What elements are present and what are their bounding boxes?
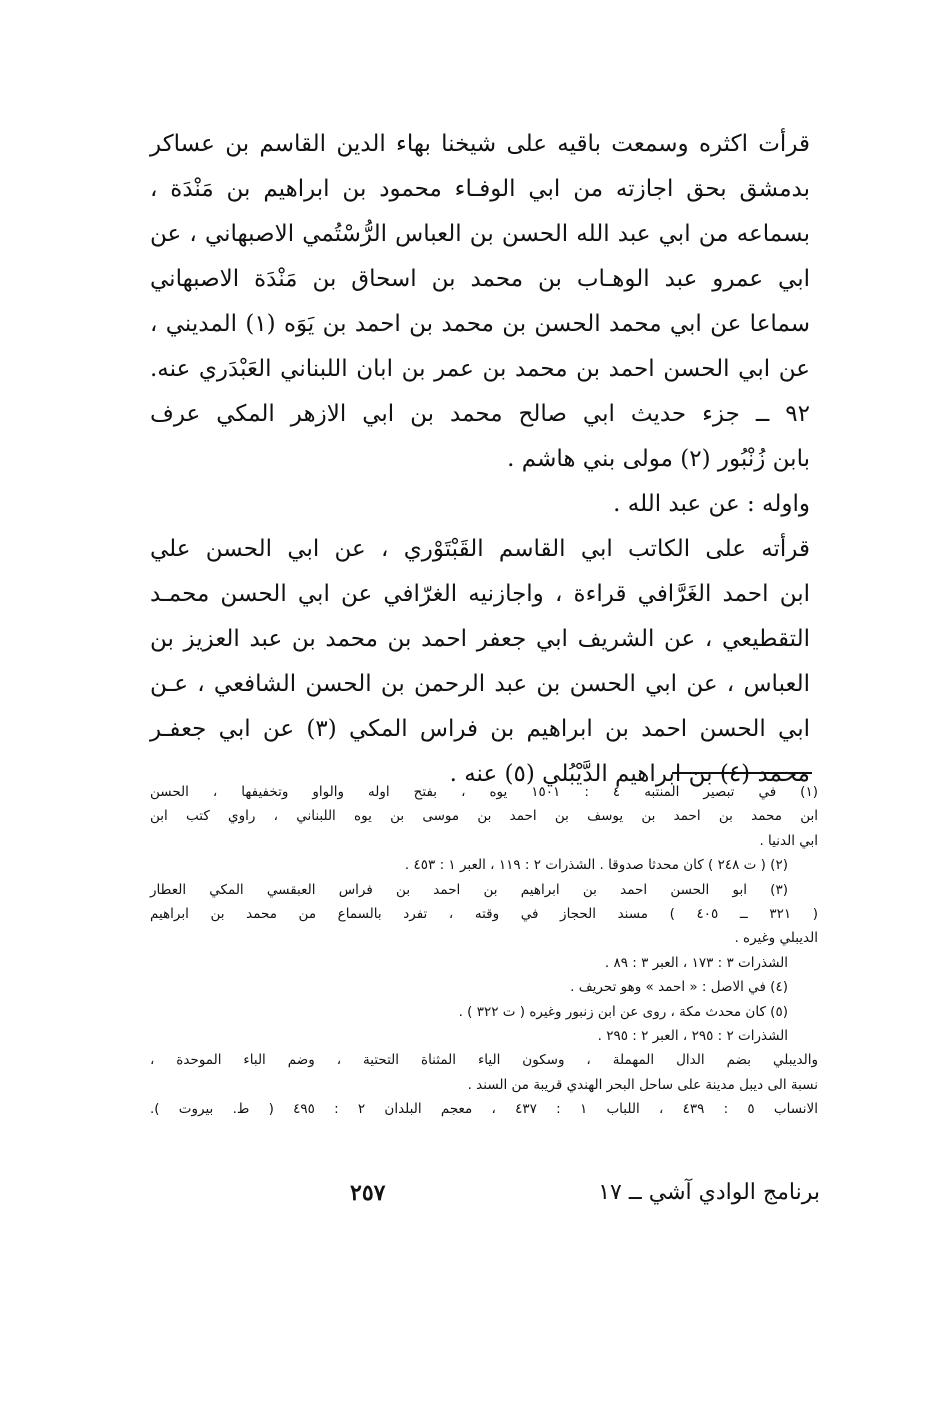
footnote-line: نسبة الى ديبل مدينة على ساحل البحر الهندي قريبة من السند . xyxy=(467,1076,818,1093)
main-line: واوله : عن عبد الله . xyxy=(613,491,810,517)
page-number: ٢٥٧ xyxy=(350,1180,386,1206)
footnote-line: (١) في تبصير المنتبه ٤ : ١٥٠١ يوه ، بفتح اوله والواو وتخفيفها ، الحسن xyxy=(150,784,818,800)
main-line: التقطيعي ، عن الشريف ابي جعفر احمد بن محمد بن عبد العزيز بن xyxy=(150,626,810,652)
main-line: ٩٢ ــ جزء حديث ابي صالح محمد بن ابي الازهر المكي عرف xyxy=(150,401,810,427)
footnote-line: ابن محمد بن احمد بن يوسف بن احمد بن موسى بن يوه اللبناني ، راوي كتب ابن xyxy=(150,808,818,825)
main-line: عن ابي الحسن احمد بن محمد بن عمر بن ابان اللبناني العَبْدَري عنه. xyxy=(150,356,810,382)
footnote-line: الانساب ٥ : ٤٣٩ ، اللباب ١ : ٤٣٧ ، معجم البلدان ٢ : ٤٩٥ ( ط. بيروت ). xyxy=(150,1101,818,1118)
footnotes xyxy=(150,780,818,1121)
main-line: بدمشق بحق اجازته من ابي الوفـاء محمود بن ابراهيم بن مَنْدَة ، xyxy=(150,176,810,202)
main-line: قرأت اكثره وسمعت باقيه على شيخنا بهاء الدين القاسم بن عساكر xyxy=(150,131,810,157)
footnote-line: الشذرات ٣ : ١٧٣ ، العبر ٣ : ٨٩ . xyxy=(604,954,788,971)
main-line: بسماعه من ابي عبد الله الحسن بن العباس الرُّسْتُمي الاصبهاني ، عن xyxy=(150,221,810,247)
running-title: برنامج الوادي آشي ــ ١٧ xyxy=(598,1180,820,1205)
main-line: بابن زُنْبُور (٢) مولى بني هاشم . xyxy=(507,446,810,472)
footnote-separator xyxy=(672,772,812,774)
main-line: العباس ، عن ابي الحسن بن عبد الرحمن بن الحسن الشافعي ، عـن xyxy=(150,671,810,697)
footnote-line: الشذرات ٢ : ٢٩٥ ، العبر ٢ : ٢٩٥ . xyxy=(597,1027,788,1044)
footnote-line: الديبلي وغيره . xyxy=(734,930,818,947)
main-line: محمد (٤) بن ابراهيم الدَّيْبُلي (٥) عنه . xyxy=(449,761,810,787)
footnote-line: ابي الدنيا . xyxy=(759,832,818,849)
main-text xyxy=(150,122,810,797)
footnote-line: (٢) ( ت ٢٤٨ ) كان محدثا صدوقا . الشذرات ٢ : ١١٩ ، العبر ١ : ٤٥٣ . xyxy=(404,857,788,874)
footnote-line: (٤) في الاصل : « احمد » وهو تحريف . xyxy=(570,979,788,996)
main-line: قرأته على الكاتب ابي القاسم القَبْتَوْري ، عن ابي الحسن علي xyxy=(150,536,810,562)
main-line: ابي عمرو عبد الوهـاب بن محمد بن اسحاق بن مَنْدَة الاصبهاني xyxy=(150,266,810,292)
main-line: ابن احمد الغَرَّافي قراءة ، واجازنيه الغرّافي عن ابي الحسن محمـد xyxy=(150,581,810,607)
page-footer xyxy=(150,1180,820,1220)
footnote-line: والديبلي بضم الدال المهملة ، وسكون الياء المثناة التحتية ، وضم الباء الموحدة ، xyxy=(150,1052,818,1069)
footnote-line: ( ٣٢١ ــ ٤٠٥ ) مسند الحجاز في وقته ، تفرد بالسماع من محمد بن ابراهيم xyxy=(150,905,818,922)
main-line: سماعا عن ابي محمد الحسن بن محمد بن احمد بن يَوَه (١) المديني ، xyxy=(150,311,810,337)
footnote-line: (٣) ابو الحسن احمد بن ابراهيم بن احمد بن فراس العبقسي المكي العطار xyxy=(150,881,788,898)
main-line: ابي الحسن احمد بن ابراهيم بن فراس المكي (٣) عن ابي جعفـر xyxy=(150,716,810,742)
footnote-line: (٥) كان محدث مكة ، روى عن ابن زنبور وغيره ( ت ٣٢٢ ) . xyxy=(458,1003,788,1020)
